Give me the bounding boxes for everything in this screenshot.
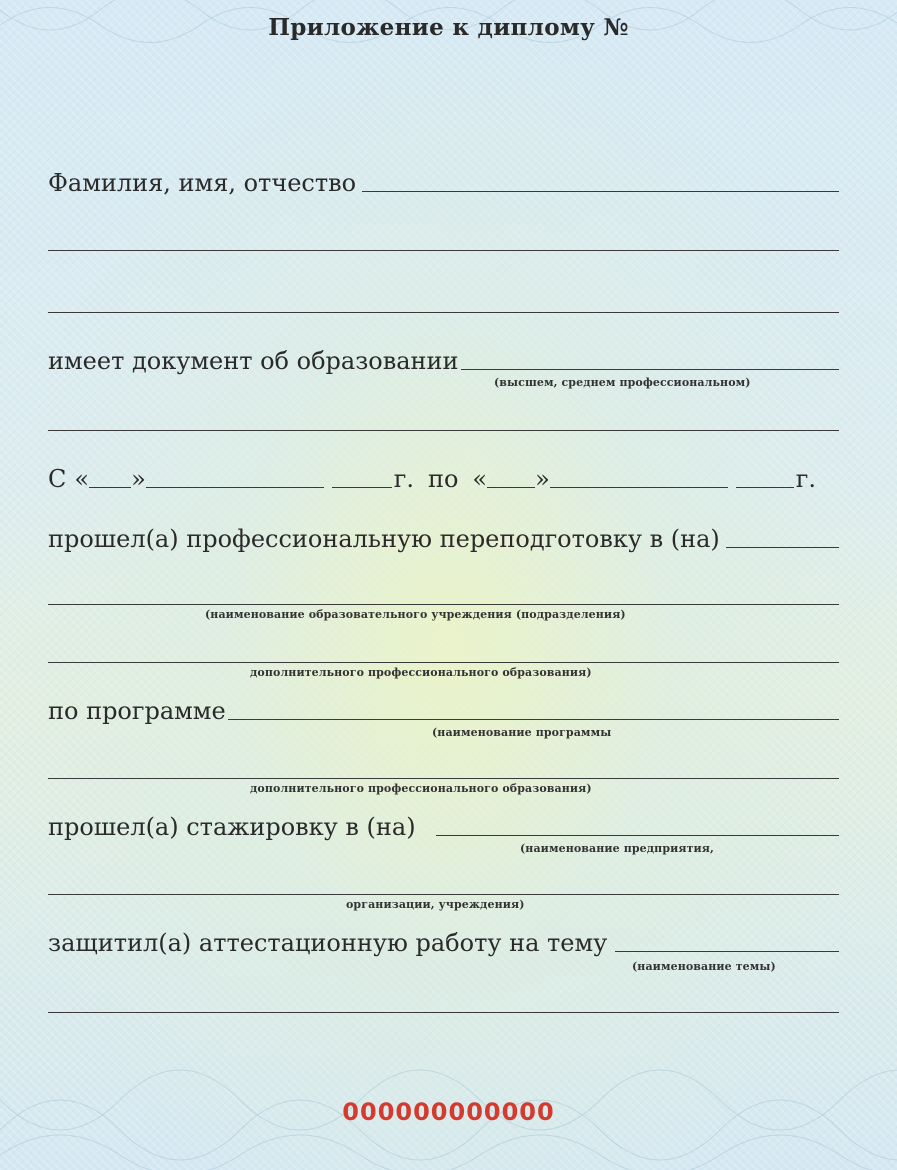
internship-hint-1: (наименование предприятия, [520,842,714,855]
document-hint: (высшем, среднем профессиональном) [494,376,751,389]
program-hint-1: (наименование программы [432,726,612,739]
thesis-row [48,928,839,958]
period-row [48,464,839,494]
program-hint-2: дополнительного профессионального образования) [250,782,592,795]
period-to-label: по [427,465,459,493]
from-day-field[interactable] [89,465,131,488]
to-day-field[interactable] [487,465,535,488]
full-name-row [48,168,839,198]
internship-hint-2: организации, учреждения) [346,898,525,911]
full-name-field-line-2[interactable] [48,250,839,251]
retraining-field-line-3[interactable] [48,662,839,663]
from-year-field[interactable] [332,465,392,488]
retraining-hint-2: дополнительного профессионального образования) [250,666,592,679]
internship-field-line-2[interactable] [48,894,839,895]
program-label: по программе [48,697,226,725]
thesis-field[interactable] [615,929,839,952]
document-field-line-2[interactable] [48,430,839,431]
program-row [48,696,839,726]
open-quote-2: « [472,465,488,493]
to-year-suffix: г. [795,465,816,493]
close-quote: » [131,465,146,493]
program-field[interactable] [228,697,839,720]
full-name-label: Фамилия, имя, отчество [48,169,357,197]
thesis-hint: (наименование темы) [632,960,776,973]
document-label: имеет документ об образовании [48,347,459,375]
close-quote-2: » [535,465,550,493]
full-name-field[interactable] [362,169,839,192]
document-row [48,346,839,376]
document-field[interactable] [461,347,839,370]
to-year-field[interactable] [736,465,794,488]
period-from-label: С [48,465,67,493]
open-quote: « [74,465,90,493]
internship-field[interactable] [436,813,839,836]
retraining-label: прошел(а) профессиональную переподготовку в (на) [48,525,720,553]
retraining-row [48,524,839,554]
retraining-hint-1: (наименование образовательного учреждения (подразделения) [205,608,626,621]
page-title: Приложение к диплому № [268,14,629,41]
serial-number: 000000000000 [342,1098,555,1126]
internship-row [48,812,839,842]
retraining-field-line-2[interactable] [48,604,839,605]
retraining-field[interactable] [726,525,839,548]
full-name-field-line-3[interactable] [48,312,839,313]
internship-label: прошел(а) стажировку в (на) [48,813,416,841]
from-month-field[interactable] [146,465,324,488]
thesis-label: защитил(а) аттестационную работу на тему [48,929,608,957]
to-month-field[interactable] [550,465,728,488]
thesis-field-line-2[interactable] [48,1012,839,1013]
program-field-line-2[interactable] [48,778,839,779]
from-year-suffix: г. [393,465,414,493]
